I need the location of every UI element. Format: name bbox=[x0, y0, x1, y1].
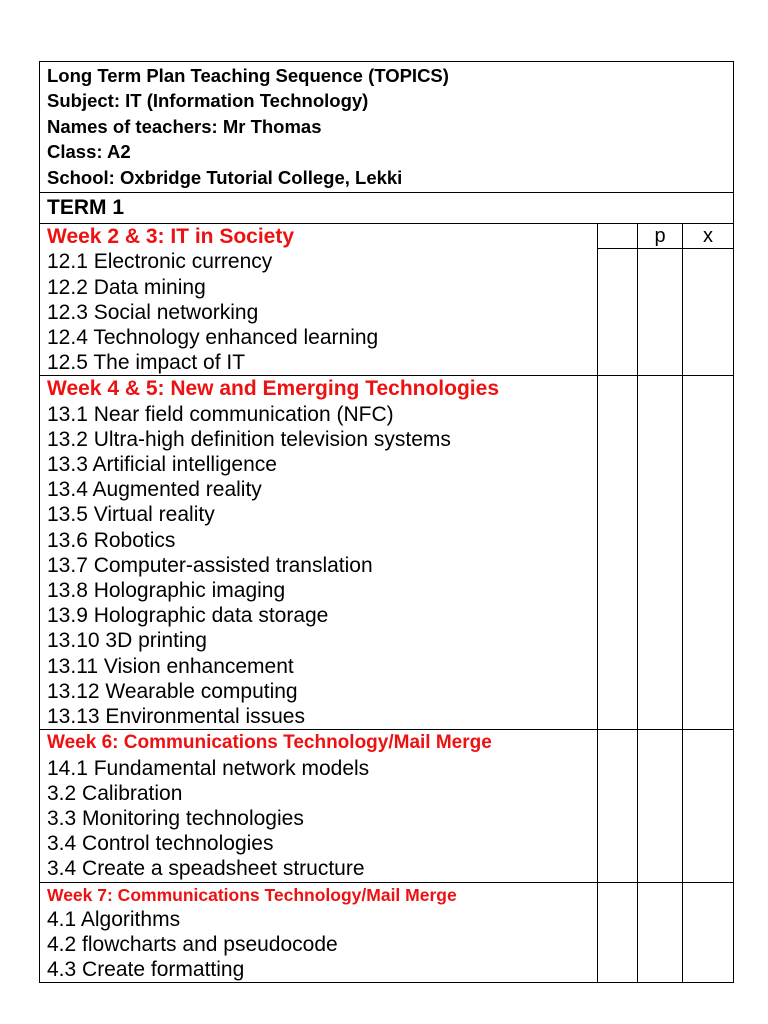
section-cell bbox=[40, 224, 598, 376]
topic-item: 13.11 Vision enhancement bbox=[47, 654, 294, 678]
topic-item: 13.1 Near field communication (NFC) bbox=[47, 402, 394, 426]
section-row bbox=[40, 224, 734, 249]
section-heading: Week 2 & 3: IT in Society bbox=[47, 225, 295, 249]
topic-item: 3.4 Create a speadsheet structure bbox=[47, 857, 365, 881]
topic-item: 13.3 Artificial intelligence bbox=[47, 453, 277, 477]
section-heading: Week 4 & 5: New and Emerging Technologies bbox=[47, 377, 499, 401]
x-tick-cell[interactable] bbox=[683, 882, 734, 983]
section-row bbox=[40, 882, 734, 983]
section-heading: Week 6: Communications Technology/Mail Merge bbox=[47, 732, 492, 754]
section-cell bbox=[40, 730, 598, 882]
class-line: Class: A2 bbox=[47, 141, 131, 163]
topic-item: 14.1 Fundamental network models bbox=[47, 756, 370, 780]
section-heading: Week 7: Communications Technology/Mail Merge bbox=[47, 884, 457, 905]
x-tick-cell[interactable] bbox=[683, 730, 734, 882]
topic-item: 3.4 Control technologies bbox=[47, 832, 274, 856]
topic-item: 12.4 Technology enhanced learning bbox=[47, 325, 379, 349]
subject-line: Subject: IT (Information Technology) bbox=[47, 90, 369, 112]
x-tick-cell[interactable] bbox=[683, 376, 734, 730]
teaching-plan-table bbox=[39, 61, 734, 983]
blank-tick-cell[interactable] bbox=[598, 249, 638, 376]
x-tick-cell[interactable] bbox=[683, 249, 734, 376]
topic-item: 4.1 Algorithms bbox=[47, 907, 181, 931]
blank-header-cell bbox=[598, 224, 638, 249]
topic-item: 3.3 Monitoring technologies bbox=[47, 806, 304, 830]
topic-item: 12.1 Electronic currency bbox=[47, 250, 273, 274]
topic-item: 13.7 Computer-assisted translation bbox=[47, 553, 373, 577]
p-tick-cell[interactable] bbox=[638, 730, 683, 882]
p-column-header: p bbox=[638, 224, 683, 249]
topic-item: 13.5 Virtual reality bbox=[47, 503, 215, 527]
topic-item: 13.13 Environmental issues bbox=[47, 705, 305, 729]
blank-tick-cell[interactable] bbox=[598, 376, 638, 730]
section-cell bbox=[40, 376, 598, 730]
topic-item: 4.2 flowcharts and pseudocode bbox=[47, 932, 338, 956]
topic-item: 13.9 Holographic data storage bbox=[47, 604, 329, 628]
term-label: TERM 1 bbox=[47, 196, 125, 220]
topic-item: 13.4 Augmented reality bbox=[47, 478, 262, 502]
topic-item: 13.12 Wearable computing bbox=[47, 679, 298, 703]
plan-title: Long Term Plan Teaching Sequence (TOPICS) bbox=[47, 65, 449, 86]
header-row bbox=[40, 62, 734, 193]
section-cell bbox=[40, 882, 598, 983]
term-cell bbox=[40, 193, 734, 224]
teachers-line: Names of teachers: Mr Thomas bbox=[47, 115, 322, 137]
p-tick-cell[interactable] bbox=[638, 376, 683, 730]
topic-item: 3.2 Calibration bbox=[47, 781, 183, 805]
topic-item: 12.2 Data mining bbox=[47, 275, 206, 299]
topic-item: 13.6 Robotics bbox=[47, 528, 176, 552]
p-tick-cell[interactable] bbox=[638, 249, 683, 376]
section-row bbox=[40, 730, 734, 882]
school-line: School: Oxbridge Tutorial College, Lekki bbox=[47, 166, 403, 188]
topic-item: 4.3 Create formatting bbox=[47, 958, 245, 981]
header-cell bbox=[40, 62, 734, 193]
topic-item: 12.5 The impact of IT bbox=[47, 351, 246, 375]
topic-item: 12.3 Social networking bbox=[47, 300, 259, 324]
topic-item: 13.8 Holographic imaging bbox=[47, 579, 286, 603]
blank-tick-cell[interactable] bbox=[598, 730, 638, 882]
p-tick-cell[interactable] bbox=[638, 882, 683, 983]
x-column-header: x bbox=[683, 224, 734, 249]
section-row bbox=[40, 376, 734, 730]
topic-item: 13.10 3D printing bbox=[47, 629, 207, 653]
blank-tick-cell[interactable] bbox=[598, 882, 638, 983]
term-row bbox=[40, 193, 734, 224]
topic-item: 13.2 Ultra-high definition television systems bbox=[47, 427, 451, 451]
